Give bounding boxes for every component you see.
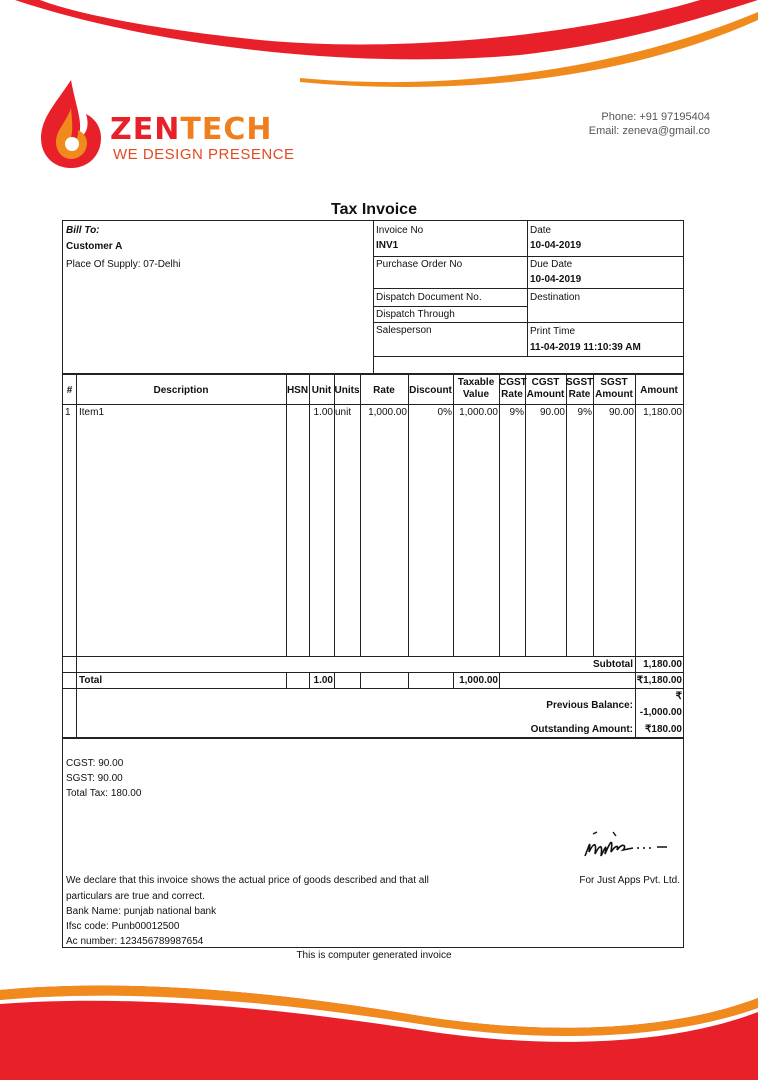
invoice-date: 10-04-2019 [530, 240, 582, 251]
row-taxable: 1,000.00 [459, 407, 498, 418]
bank-name: Bank Name: punjab national bank [66, 906, 217, 917]
total-label: Total [79, 675, 103, 686]
salesperson-label: Salesperson [376, 325, 432, 336]
footer-swoosh [0, 968, 758, 1080]
print-time: 11-04-2019 11:10:39 AM [530, 342, 641, 353]
dispatch-doc-label: Dispatch Document No. [376, 292, 482, 303]
col-cgst-rate-header: CGST Rate [499, 377, 527, 400]
col-discount-header: Discount [409, 385, 452, 396]
contact-info [589, 110, 710, 138]
company-sign-label: For Just Apps Pvt. Ltd. [579, 875, 680, 886]
tax-summary-cgst: CGST: 90.00 [66, 758, 124, 769]
contact-phone: Phone: +91 97195404 [601, 111, 710, 123]
col-hsn-header: HSN [286, 385, 309, 396]
customer-name: Customer A [66, 241, 123, 252]
invoice-no-label: Invoice No [376, 225, 424, 236]
contact-email: Email: zeneva@gmail.co [588, 125, 710, 137]
col-amount-header: Amount [640, 385, 678, 396]
row-units: unit [335, 407, 352, 418]
ifsc-code: Ifsc code: Punb00012500 [66, 921, 180, 932]
brand-name [110, 112, 272, 147]
brand-name-part2: TECH [180, 112, 273, 147]
col-units-header: Units [334, 385, 360, 396]
brand-name-part1: ZEN [110, 112, 181, 147]
brand-tagline: WE DESIGN PRESENCE [113, 146, 295, 163]
bill-to-label: Bill To: [66, 225, 100, 236]
prev-balance-symbol: ₹ [675, 691, 682, 702]
row-unit: 1.00 [313, 407, 333, 418]
col-cgst-amount-header: CGST Amount [526, 377, 565, 400]
total-taxable: 1,000.00 [459, 675, 498, 686]
row-cgst-amount: 90.00 [539, 407, 565, 418]
row-discount: 0% [437, 407, 452, 418]
declaration-line-1: We declare that this invoice shows the actual price of goods described and that all [66, 875, 429, 886]
subtotal-value: 1,180.00 [643, 659, 682, 670]
invoice-title: Tax Invoice [331, 201, 417, 218]
place-of-supply: Place Of Supply: 07-Delhi [66, 259, 181, 270]
row-description: Item1 [79, 407, 105, 418]
total-amount: ₹1,180.00 [636, 675, 682, 686]
computer-generated-note: This is computer generated invoice [296, 950, 452, 961]
print-time-label: Print Time [530, 326, 576, 337]
total-unit: 1.00 [313, 675, 333, 686]
po-label: Purchase Order No [376, 259, 463, 270]
outstanding-value: ₹180.00 [645, 724, 682, 735]
row-rate: 1,000.00 [368, 407, 407, 418]
col-rate-header: Rate [373, 385, 395, 396]
account-number: Ac number: 123456789987654 [66, 936, 204, 947]
prev-balance-label: Previous Balance: [546, 700, 633, 711]
invoice-no: INV1 [376, 240, 399, 251]
outstanding-label: Outstanding Amount: [530, 724, 633, 735]
subtotal-label: Subtotal [593, 659, 633, 670]
signature-image [583, 828, 673, 868]
prev-balance-value: -1,000.00 [639, 707, 682, 718]
col-sgst-rate-header: SGST Rate [566, 377, 594, 400]
dispatch-through-label: Dispatch Through [376, 309, 455, 320]
tax-summary-total: Total Tax: 180.00 [66, 788, 142, 799]
header-swoosh [0, 0, 758, 100]
row-cgst-rate: 9% [509, 407, 524, 418]
destination-label: Destination [530, 292, 581, 303]
col-sgst-amount-header: SGST Amount [595, 377, 633, 400]
row-sgst-amount: 90.00 [608, 407, 634, 418]
col-unit-header: Unit [311, 385, 332, 396]
col-taxable-header: Taxable Value [457, 377, 495, 400]
col-description-header: Description [153, 385, 209, 396]
declaration-line-2: particulars are true and correct. [66, 891, 205, 902]
row-num: 1 [65, 407, 71, 418]
row-amount: 1,180.00 [643, 407, 682, 418]
row-sgst-rate: 9% [577, 407, 592, 418]
col-num-header: # [66, 385, 73, 396]
due-date-label: Due Date [530, 259, 573, 270]
due-date: 10-04-2019 [530, 274, 582, 285]
flame-logo-icon [36, 78, 106, 170]
date-label: Date [530, 225, 552, 236]
tax-summary-sgst: SGST: 90.00 [66, 773, 123, 784]
